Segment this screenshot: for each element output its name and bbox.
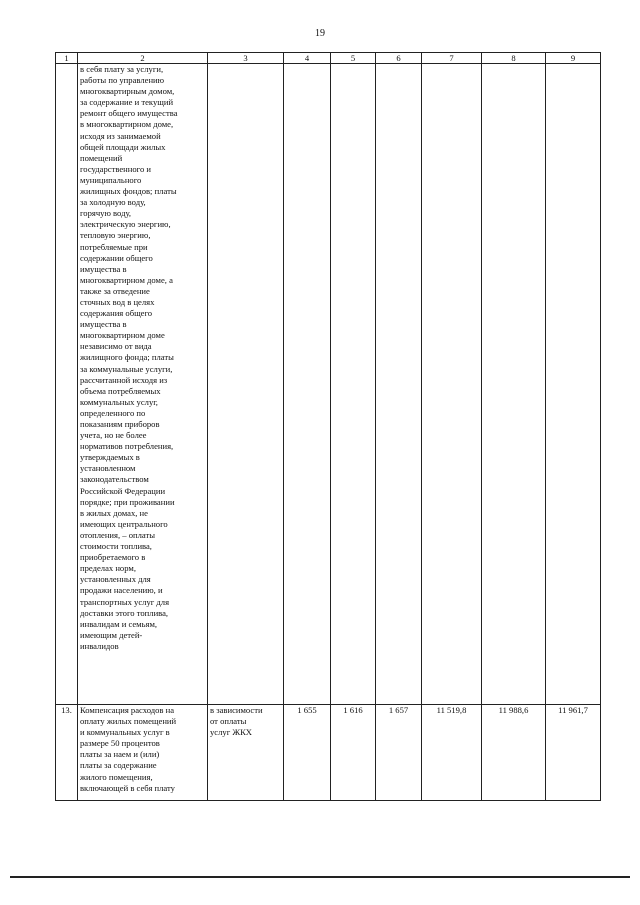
empty-cell xyxy=(284,64,331,705)
table-row xyxy=(56,64,601,705)
value-cell: 1 655 xyxy=(284,705,331,801)
value-cell: 11 519,8 xyxy=(422,705,482,801)
empty-cell xyxy=(208,64,284,705)
value-cell: 11 961,7 xyxy=(546,705,601,801)
column-number: 4 xyxy=(284,53,331,64)
table-row xyxy=(56,705,601,801)
basis-cell: в зависимости от оплаты услуг ЖКХ xyxy=(208,705,284,801)
empty-cell xyxy=(482,64,546,705)
row-number-cell xyxy=(56,64,78,705)
column-number: 6 xyxy=(376,53,422,64)
column-number: 5 xyxy=(331,53,376,64)
column-number: 7 xyxy=(422,53,482,64)
value-cell: 1 657 xyxy=(376,705,422,801)
page-bottom-rule xyxy=(10,876,630,878)
column-number-row xyxy=(56,53,601,64)
column-number: 1 xyxy=(56,53,78,64)
page-number: 19 xyxy=(315,28,325,39)
empty-cell xyxy=(422,64,482,705)
value-cell: 11 988,6 xyxy=(482,705,546,801)
column-number: 3 xyxy=(208,53,284,64)
value-cell: 1 616 xyxy=(331,705,376,801)
empty-cell xyxy=(376,64,422,705)
column-number: 2 xyxy=(78,53,208,64)
column-number: 9 xyxy=(546,53,601,64)
empty-cell xyxy=(331,64,376,705)
description-cell: Компенсация расходов на оплату жилых помещений и коммунальных услуг в размере 50 процентов платы за наем и (или) платы за содержание жилого помещения, включающей в себя плату xyxy=(78,705,208,801)
empty-cell xyxy=(546,64,601,705)
data-table xyxy=(55,52,601,801)
column-number: 8 xyxy=(482,53,546,64)
description-cell: в себя плату за услуги, работы по управлению многоквартирным домом, за содержание и текущий ремонт общего имущества в многоквартирном доме, исходя из занимаемой общей площади жилых помещений государственного и муниципального жилищных фондов; платы за холодную воду, горячую воду, электрическую энергию, тепловую энергию, потребляемые при содержании общего имущества в многоквартирном доме, а также за отведение сточных вод в целях содержания общего имущества в многоквартирном доме независимо от вида жилищного фонда; платы за коммунальные услуги, рассчитанной исходя из объема потребляемых коммунальных услуг, определенного по показаниям приборов учета, но не более нормативов потребления, утверждаемых в установленном законодательством Российской Федерации порядке; при проживании в жилых домах, не имеющих центрального отопления, – оплаты стоимости топлива, приобретаемого в пределах норм, установленных для продажи населению, и транспортных услуг для доставки этого топлива, инвалидам и семьям, имеющим детей- инвалидов xyxy=(78,64,208,705)
row-number-cell: 13. xyxy=(56,705,78,801)
